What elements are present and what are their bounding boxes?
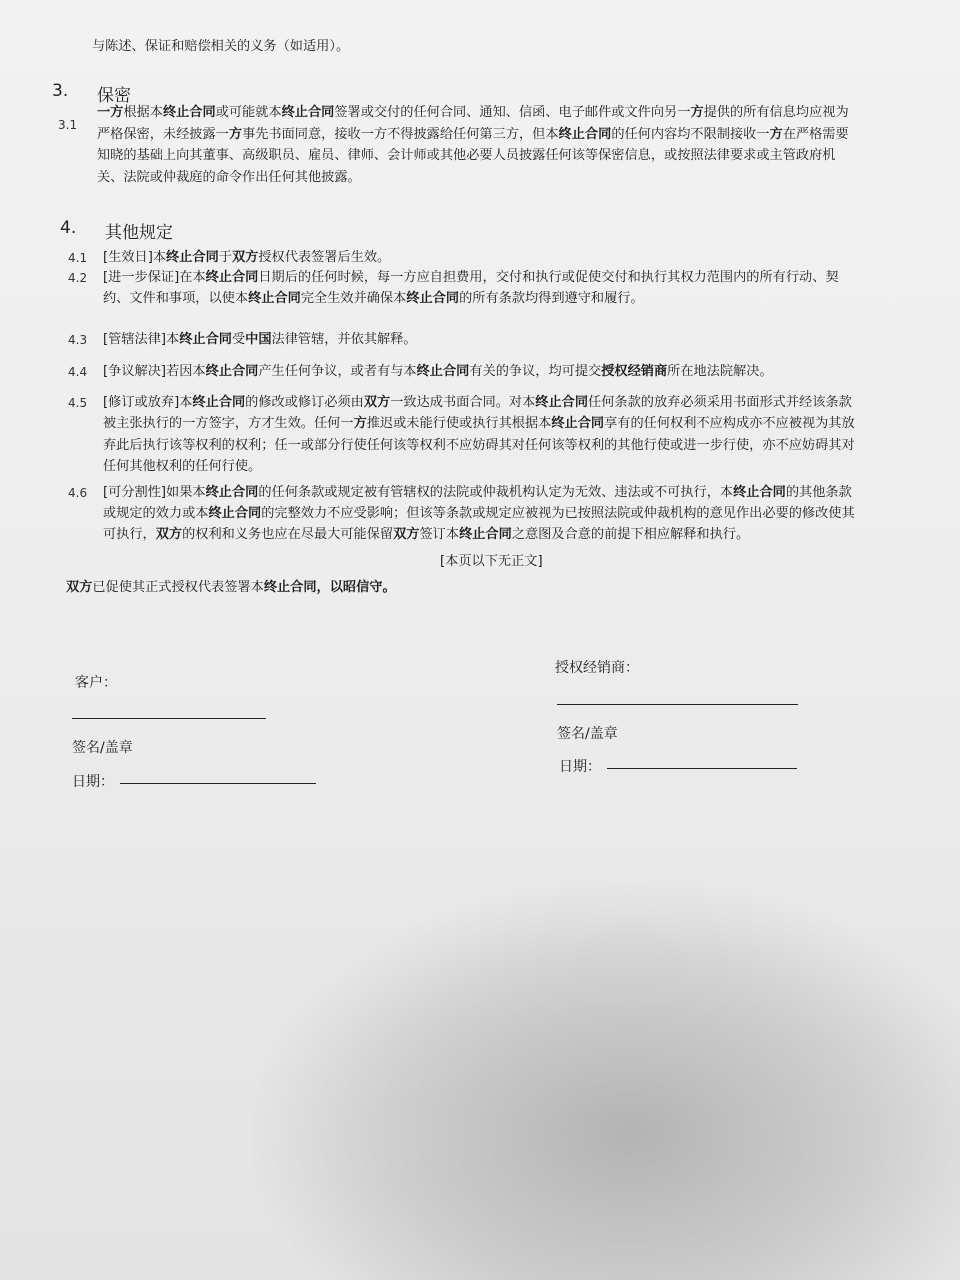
text-run: 弃此后执行该等权利的权利；任一或部分行使任何该等权利不应妨碍其对任何该等权利的其他行使或进一步行使，亦不应妨碍其对: [103, 437, 855, 453]
dealer-date-label: 日期：: [559, 759, 601, 775]
clause-number: 4.5: [68, 396, 88, 410]
bold-term: 终止合同: [558, 126, 612, 142]
text-run: 双方: [66, 580, 93, 595]
bold-term: 终止合同: [162, 105, 216, 120]
section-3-title: 保密: [97, 86, 131, 106]
text-run: 的所有条款均得到遵守和履行。: [459, 291, 644, 306]
text-run: [进一步保证]在本: [103, 270, 206, 285]
bold-term: 终止合同: [281, 105, 335, 120]
bold-term: 一方: [97, 105, 124, 120]
bold-term: 终止合同: [459, 527, 512, 542]
bold-term: 终止合同: [416, 364, 470, 379]
clause-number: 4.1: [68, 251, 88, 265]
hand-shadow: [250, 880, 960, 1280]
customer-date-line: [120, 783, 316, 784]
clause-line: [97, 125, 849, 145]
clause-line: [103, 362, 773, 382]
text-run: 提供的所有信息均应视为: [703, 105, 849, 120]
bold-term: 方: [769, 126, 783, 142]
text-run: [生效日]本: [103, 250, 167, 265]
text-run: 授权代表签署后生效。: [258, 250, 391, 265]
witness-line: [66, 578, 396, 598]
text-run: 被主张执行的一方签字，方才生效。任何一: [103, 416, 354, 432]
text-run: [可分割性]如果本: [103, 485, 206, 500]
customer-party-line: [72, 718, 266, 719]
text-run: 的其他条款: [785, 485, 852, 500]
text-run: [争议解决]若因本: [103, 364, 206, 379]
clause-line: [103, 393, 852, 413]
section-4-number: 4.: [60, 218, 77, 238]
text-run: 签订本: [419, 527, 460, 542]
bold-term: 终止合同: [551, 416, 605, 432]
customer-date-label: 日期：: [72, 774, 114, 790]
text-run: 任何条款的放弃必须采用书面形式并经该条款: [588, 395, 852, 410]
clause-3-1-number: 3.1: [58, 118, 78, 132]
text-run: 享有的任何权利不应构成亦不应被视为其放: [604, 416, 855, 432]
clause-line: [103, 268, 839, 288]
text-run: 知晓的基础上向其董事、高级职员、雇员、律师、会计师或其他必要人员披露任何该等保密信息，或按照法律要求或主管政府机: [97, 148, 836, 163]
text-run: 产生任何争议，或者有与本: [258, 364, 417, 379]
clause-number: 4.4: [68, 365, 88, 379]
text-run: 的权利和义务也应在尽最大可能保留: [182, 527, 394, 542]
bold-term: 方: [228, 126, 243, 142]
text-run: 之意图及合意的前提下相应解释和执行。: [511, 527, 750, 542]
clause-line: [103, 414, 855, 434]
no-more-text-marker: [本页以下无正文]: [440, 554, 543, 569]
text-run: 推迟或未能行使或执行其根据本: [366, 416, 552, 432]
text-run: [管辖法律]本: [103, 332, 180, 347]
text-run: 终止合同，以昭信守。: [263, 580, 396, 595]
bold-term: 终止合同: [205, 270, 259, 285]
text-run: 于: [218, 250, 232, 265]
section-4-title: 其他规定: [105, 223, 173, 243]
text-run: 在严格需要: [782, 126, 849, 142]
text-run: 签署或交付的任何合同、通知、信函、电子邮件或文件向另一: [334, 105, 691, 120]
text-run: 一致达成书面合同。对本: [390, 395, 536, 410]
clause-line: [103, 436, 855, 456]
clause-line: [103, 483, 852, 503]
clause-line: [103, 457, 261, 477]
bold-term: 方: [353, 416, 367, 432]
bold-term: 终止合同: [192, 395, 246, 410]
text-run: 关、法院或仲裁庭的命令作出任何其他披露。: [97, 169, 361, 185]
text-run: 任何其他权利的任何行使。: [103, 458, 262, 474]
clause-number: 4.2: [68, 271, 88, 285]
continuation-line: 与陈述、保证和赔偿相关的义务（如适用）。: [92, 39, 350, 54]
bold-term: 终止合同: [205, 485, 259, 500]
clause-line: [97, 146, 836, 166]
bold-term: 终止合同: [248, 291, 301, 306]
dealer-party-line: [557, 704, 798, 705]
clause-line: [103, 504, 855, 524]
clause-line: [103, 525, 749, 545]
text-run: 的修改或修订必须由: [245, 395, 364, 410]
dealer-date-line: [607, 768, 797, 769]
text-run: [修订或放弃]本: [103, 395, 193, 410]
text-run: 或可能就本: [215, 105, 282, 120]
clause-number: 4.3: [68, 333, 88, 347]
clause-line: [97, 103, 849, 123]
bold-term: 终止合同: [406, 291, 460, 306]
dealer-sign-label: 签名/盖章: [557, 726, 618, 742]
bold-term: 授权经销商: [601, 364, 668, 379]
text-run: 的任何条款或规定被有管辖权的法院或仲裁机构认定为无效、违法或不可执行，本: [258, 485, 734, 500]
bold-term: 终止合同: [733, 485, 786, 500]
clause-line: [97, 168, 361, 188]
text-run: 或规定的效力或本: [103, 506, 209, 521]
bold-term: 双方: [231, 250, 259, 265]
bold-term: 方: [690, 105, 704, 120]
bold-term: 双方: [155, 527, 183, 542]
clause-line: [103, 248, 390, 268]
text-run: 根据本: [123, 105, 163, 120]
customer-sign-label: 签名/盖章: [72, 740, 133, 756]
text-run: 有关的争议，均可提交: [469, 364, 602, 379]
section-3-number: 3.: [52, 81, 69, 101]
clause-number: 4.6: [68, 486, 88, 500]
clause-line: [103, 289, 644, 309]
bold-term: 终止合同: [166, 250, 219, 265]
text-run: 完全生效并确保本: [300, 291, 407, 306]
bold-term: 终止合同: [208, 506, 262, 521]
text-run: 已促使其正式授权代表签署本: [92, 580, 264, 595]
text-run: 事先书面同意，接收一方不得披露给任何第三方，但本: [242, 126, 559, 142]
text-run: 严格保密，未经披露一: [97, 126, 229, 142]
customer-label: 客户：: [75, 675, 117, 691]
bold-term: 终止合同: [535, 395, 589, 410]
text-run: 法律管辖，并依其解释。: [271, 332, 417, 347]
text-run: 的完整效力不应受影响；但该等条款或规定应被视为已按照法院或仲裁机构的意见作出必要的修改使其: [261, 506, 855, 521]
text-run: 可执行，: [103, 527, 156, 542]
text-run: 所在地法院解决。: [667, 364, 773, 379]
dealer-label: 授权经销商：: [555, 660, 639, 676]
bold-term: 终止合同: [179, 332, 232, 347]
text-run: 的任何内容均不限制接收一: [611, 126, 770, 142]
bold-term: 中国: [245, 332, 272, 347]
text-run: 约、文件和事项，以使本: [103, 291, 249, 306]
clause-line: [103, 330, 417, 350]
text-run: 受: [231, 332, 246, 347]
bold-term: 终止合同: [205, 364, 259, 379]
bold-term: 双方: [363, 395, 391, 410]
bold-term: 双方: [393, 527, 420, 542]
text-run: 日期后的任何时候，每一方应自担费用，交付和执行或促使交付和执行其权力范围内的所有行动、契: [258, 270, 839, 285]
